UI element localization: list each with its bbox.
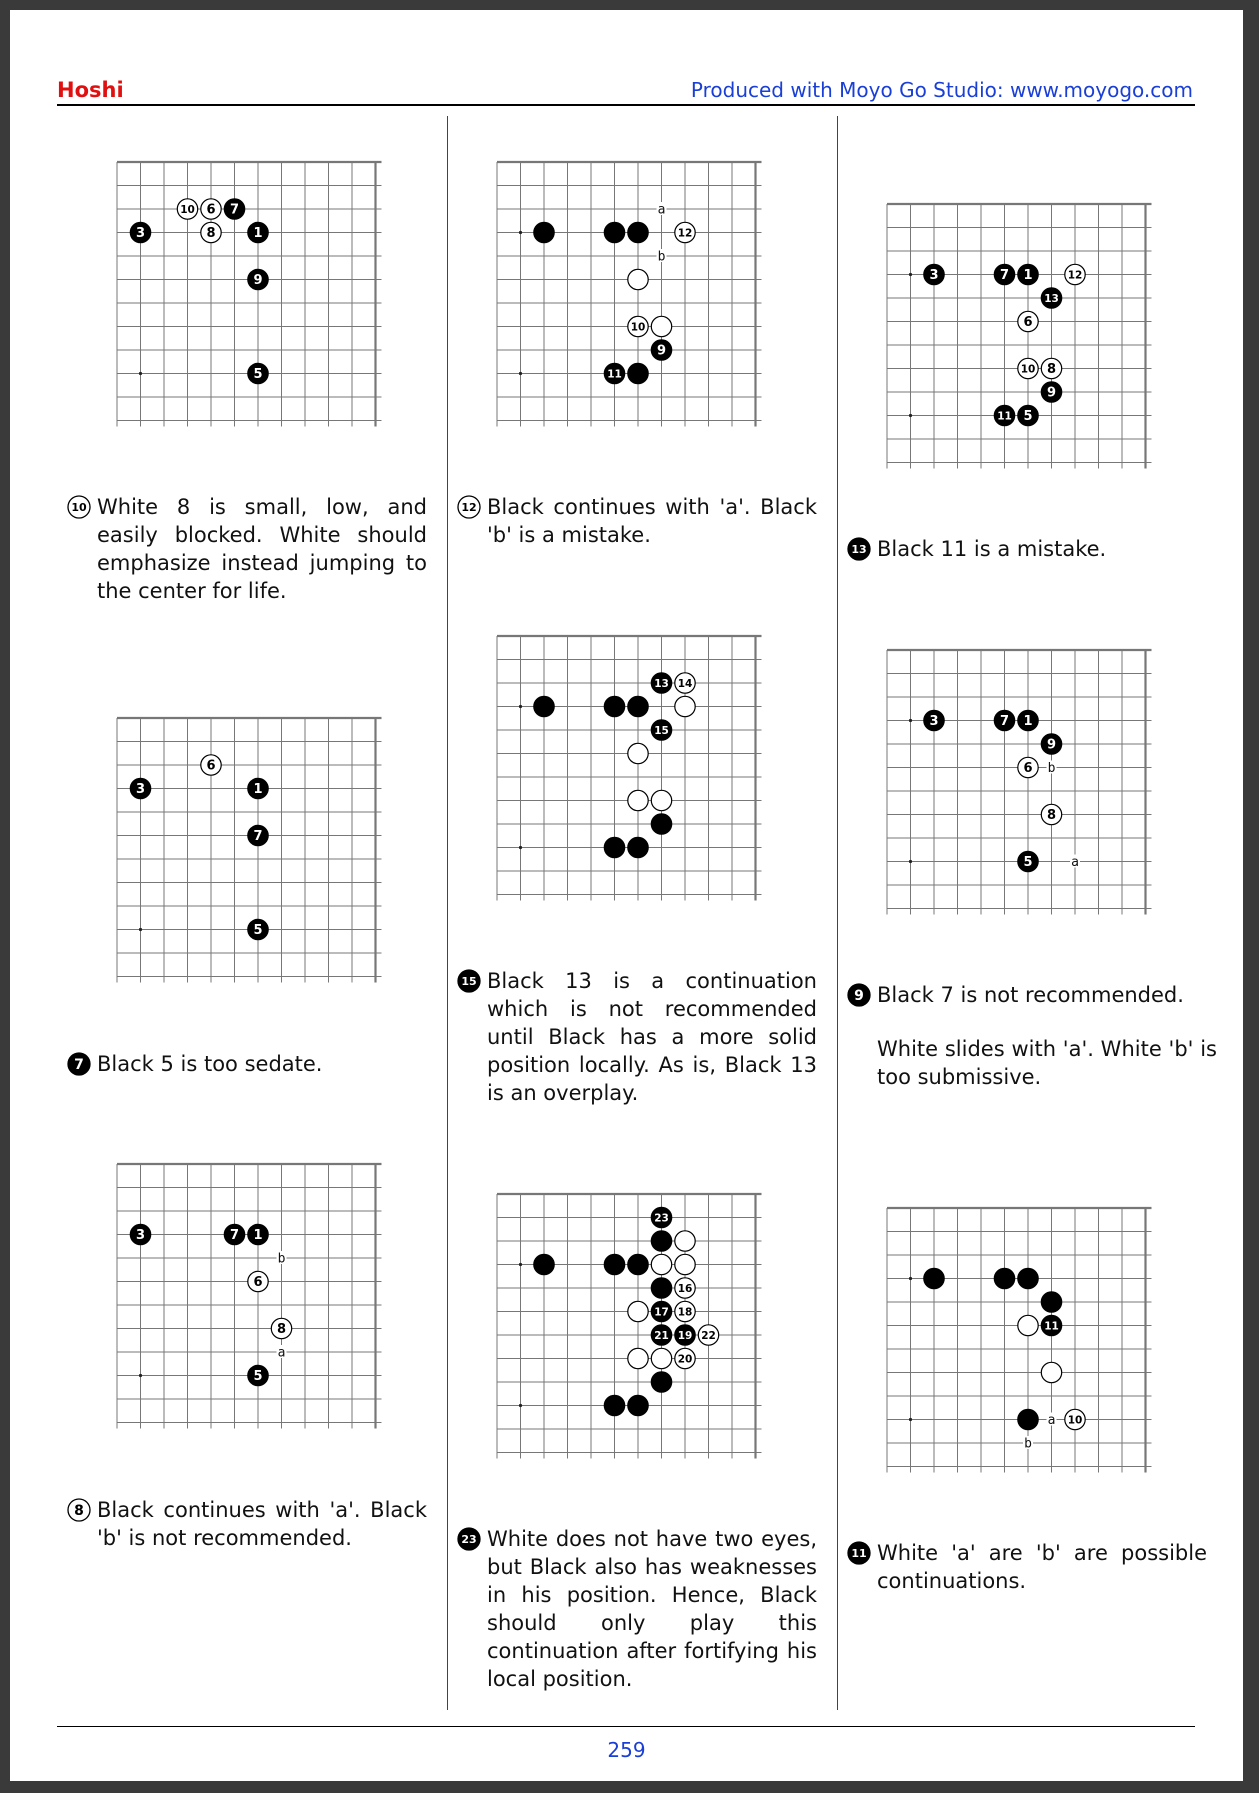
- point-mark-a: a: [277, 1345, 286, 1361]
- black-stone: [651, 720, 671, 740]
- svg-text:20: 20: [677, 1353, 693, 1366]
- black-stone: [651, 1301, 671, 1321]
- point-mark-a: a: [657, 202, 666, 218]
- point-mark-a: a: [1071, 855, 1079, 870]
- black-stone: [1041, 288, 1061, 308]
- caption-paragraph: Black continues with 'a'. Black 'b' is not recommended.: [97, 1498, 427, 1550]
- svg-text:6: 6: [1023, 761, 1033, 777]
- svg-text:9: 9: [1046, 737, 1057, 753]
- footer-rule: [57, 1726, 1195, 1727]
- svg-text:19: 19: [677, 1329, 693, 1342]
- caption-paragraph: White 8 is small, low, and easily blocked. White should emphasize instead jumping to the center for life.: [97, 495, 427, 603]
- point-mark-b: b: [657, 249, 666, 265]
- svg-text:6: 6: [206, 758, 216, 774]
- header-credit[interactable]: Produced with Moyo Go Studio: www.moyogo.com: [690, 78, 1193, 102]
- black-stone: [651, 1207, 671, 1227]
- black-stone: [651, 340, 671, 360]
- header-rule: [57, 104, 1195, 106]
- go-diagram-2: [117, 718, 384, 985]
- svg-text:10: 10: [630, 321, 646, 334]
- move-badge-icon: [457, 495, 481, 519]
- svg-text:9: 9: [854, 988, 864, 1005]
- black-stone: [604, 1254, 624, 1274]
- svg-text:5: 5: [253, 367, 263, 383]
- svg-text:5: 5: [253, 1369, 263, 1385]
- svg-text:1: 1: [253, 1228, 263, 1244]
- svg-text:15: 15: [654, 724, 669, 737]
- point-mark-b: b: [277, 1251, 286, 1267]
- svg-text:3: 3: [135, 226, 146, 242]
- svg-text:14: 14: [677, 677, 693, 690]
- black-stone: [994, 710, 1014, 730]
- black-stone: [1041, 382, 1061, 402]
- svg-text:8: 8: [276, 1322, 287, 1338]
- black-stone: [248, 919, 268, 939]
- svg-text:10: 10: [1067, 1414, 1083, 1427]
- white-stone: [248, 1271, 268, 1291]
- white-stone: [177, 199, 197, 219]
- black-stone: [1041, 734, 1061, 754]
- caption-paragraph: White does not have two eyes, but Black also has weaknesses in his position. Hence, Black should only play this continuation after fortifying his local position.: [487, 1527, 817, 1691]
- svg-text:9: 9: [1046, 385, 1057, 401]
- white-stone: [1065, 1409, 1085, 1429]
- black-stone: [604, 222, 624, 242]
- white-stone: [651, 1254, 671, 1274]
- black-stone: [628, 1395, 648, 1415]
- black-stone: [130, 1224, 150, 1244]
- black-stone: [224, 1224, 244, 1244]
- svg-text:16: 16: [677, 1282, 693, 1295]
- svg-text:23: 23: [461, 1532, 477, 1546]
- black-stone: [994, 264, 1014, 284]
- column-divider-1: [447, 116, 448, 1710]
- white-stone: [201, 222, 221, 242]
- svg-text:5: 5: [253, 923, 263, 939]
- svg-text:1: 1: [253, 226, 263, 242]
- caption-9: [847, 1539, 1207, 1595]
- black-stone: [1041, 1292, 1061, 1312]
- white-stone: [628, 790, 648, 810]
- svg-text:3: 3: [135, 1228, 146, 1244]
- black-stone: [924, 264, 944, 284]
- caption-paragraph: Black 11 is a mistake.: [877, 537, 1107, 561]
- svg-text:8: 8: [206, 226, 216, 242]
- go-diagram-3: [117, 1164, 384, 1431]
- svg-text:11: 11: [607, 368, 622, 381]
- black-stone: [651, 673, 671, 693]
- white-stone: [201, 755, 221, 775]
- svg-text:1: 1: [1023, 268, 1033, 284]
- svg-text:3: 3: [135, 782, 146, 798]
- svg-text:13: 13: [654, 677, 669, 690]
- go-diagram-8: [887, 650, 1154, 917]
- svg-text:7: 7: [229, 1228, 240, 1244]
- move-badge-icon: [847, 1541, 871, 1565]
- white-stone: [628, 743, 648, 763]
- caption-7: [847, 535, 1207, 563]
- svg-text:1: 1: [253, 782, 263, 798]
- svg-text:13: 13: [1044, 292, 1059, 305]
- svg-text:13: 13: [851, 542, 867, 556]
- white-stone: [1041, 358, 1061, 378]
- go-diagram-6: [497, 1194, 764, 1461]
- move-badge-icon: [457, 1527, 481, 1551]
- white-stone: [675, 1301, 695, 1321]
- caption-paragraph: Black 5 is too sedate.: [97, 1052, 323, 1076]
- caption-paragraph: White slides with 'a'. White 'b' is too submissive.: [877, 1037, 1217, 1089]
- caption-3: [67, 1496, 427, 1552]
- black-stone: [651, 1231, 671, 1251]
- black-stone: [1018, 851, 1038, 871]
- white-stone: [271, 1318, 291, 1338]
- column-divider-2: [837, 116, 838, 1710]
- caption-6: [457, 1525, 817, 1693]
- white-stone: [628, 1348, 648, 1368]
- black-stone: [651, 1278, 671, 1298]
- svg-text:6: 6: [206, 202, 216, 218]
- caption-paragraph: Black continues with 'a'. Black 'b' is a mistake.: [487, 495, 817, 547]
- white-stone: [628, 269, 648, 289]
- svg-text:1: 1: [1023, 714, 1033, 730]
- white-stone: [628, 316, 648, 336]
- white-stone: [651, 790, 671, 810]
- black-stone: [924, 710, 944, 730]
- black-stone: [1018, 1268, 1038, 1288]
- move-badge-icon: [67, 495, 91, 519]
- black-stone: [628, 837, 648, 857]
- move-badge-icon: [847, 537, 871, 561]
- black-stone: [248, 269, 268, 289]
- black-stone: [1041, 1315, 1061, 1335]
- svg-text:8: 8: [1046, 808, 1057, 824]
- svg-text:7: 7: [229, 202, 240, 218]
- black-stone: [628, 222, 648, 242]
- black-stone: [994, 405, 1014, 425]
- svg-text:21: 21: [654, 1329, 669, 1342]
- move-badge-icon: [847, 983, 871, 1007]
- header-title: Hoshi: [57, 78, 124, 102]
- caption-5: [457, 967, 817, 1107]
- svg-text:10: 10: [1020, 363, 1036, 376]
- black-stone: [1018, 264, 1038, 284]
- svg-text:10: 10: [71, 500, 87, 514]
- svg-text:7: 7: [253, 829, 263, 845]
- svg-text:12: 12: [677, 227, 693, 240]
- svg-text:23: 23: [654, 1212, 669, 1225]
- svg-text:11: 11: [1044, 1320, 1059, 1333]
- white-stone: [675, 222, 695, 242]
- black-stone: [248, 1365, 268, 1385]
- black-stone: [994, 1268, 1014, 1288]
- svg-text:5: 5: [1023, 409, 1033, 425]
- caption-8: [847, 981, 1217, 1091]
- white-stone: [1018, 757, 1038, 777]
- svg-text:3: 3: [929, 714, 939, 730]
- svg-text:18: 18: [677, 1306, 693, 1319]
- svg-text:7: 7: [74, 1057, 84, 1074]
- point-mark-a: a: [1047, 1413, 1056, 1428]
- black-stone: [1018, 710, 1038, 730]
- black-stone: [675, 1325, 695, 1345]
- page-number: 259: [607, 1738, 646, 1762]
- svg-text:22: 22: [701, 1329, 716, 1342]
- svg-text:8: 8: [1046, 362, 1057, 378]
- caption-paragraph: White 'a' are 'b' are possible continuations.: [877, 1541, 1207, 1593]
- point-mark-b: b: [1047, 761, 1056, 776]
- go-diagram-1: [117, 162, 384, 429]
- white-stone: [201, 199, 221, 219]
- white-stone: [698, 1325, 718, 1345]
- white-stone: [675, 1231, 695, 1251]
- black-stone: [534, 1254, 554, 1274]
- white-stone: [675, 1254, 695, 1274]
- black-stone: [224, 199, 244, 219]
- svg-text:5: 5: [1023, 855, 1033, 871]
- svg-text:6: 6: [253, 1275, 263, 1291]
- white-stone: [675, 1348, 695, 1368]
- black-stone: [604, 1395, 624, 1415]
- black-stone: [604, 696, 624, 716]
- black-stone: [130, 222, 150, 242]
- white-stone: [651, 316, 671, 336]
- black-stone: [604, 363, 624, 383]
- black-stone: [534, 222, 554, 242]
- black-stone: [130, 778, 150, 798]
- black-stone: [248, 778, 268, 798]
- svg-text:10: 10: [180, 203, 195, 216]
- svg-text:12: 12: [1067, 269, 1083, 282]
- black-stone: [651, 1325, 671, 1345]
- black-stone: [628, 696, 648, 716]
- caption-paragraph: Black 13 is a continuation which is not recommended until Black has a more solid position locally. As is, Black 13 is an overplay.: [487, 969, 817, 1105]
- caption-4: [457, 493, 817, 549]
- caption-paragraph: Black 7 is not recommended.: [877, 983, 1184, 1007]
- black-stone: [248, 222, 268, 242]
- move-badge-icon: [67, 1052, 91, 1076]
- white-stone: [1041, 1362, 1061, 1382]
- go-diagram-5: [497, 636, 764, 903]
- white-stone: [1041, 804, 1061, 824]
- document-page: [10, 10, 1243, 1781]
- black-stone: [628, 363, 648, 383]
- white-stone: [1018, 311, 1038, 331]
- black-stone: [1018, 1409, 1038, 1429]
- go-diagram-9: [887, 1208, 1154, 1475]
- move-badge-icon: [67, 1498, 91, 1522]
- black-stone: [651, 1372, 671, 1392]
- white-stone: [628, 1301, 648, 1321]
- svg-text:7: 7: [999, 714, 1010, 730]
- white-stone: [1018, 358, 1038, 378]
- caption-1: [67, 493, 427, 605]
- black-stone: [248, 1224, 268, 1244]
- svg-text:12: 12: [461, 500, 477, 514]
- black-stone: [628, 1254, 648, 1274]
- white-stone: [651, 1348, 671, 1368]
- svg-text:11: 11: [997, 410, 1012, 423]
- black-stone: [534, 696, 554, 716]
- svg-text:9: 9: [253, 273, 263, 289]
- svg-text:9: 9: [656, 343, 667, 359]
- white-stone: [675, 673, 695, 693]
- svg-text:3: 3: [929, 268, 939, 284]
- caption-2: [67, 1050, 427, 1078]
- go-diagram-7: [887, 204, 1154, 471]
- svg-text:17: 17: [654, 1306, 669, 1319]
- white-stone: [675, 1278, 695, 1298]
- svg-text:11: 11: [851, 1546, 867, 1560]
- svg-text:15: 15: [461, 974, 477, 988]
- black-stone: [651, 814, 671, 834]
- black-stone: [248, 363, 268, 383]
- white-stone: [1018, 1315, 1038, 1335]
- move-badge-icon: [457, 969, 481, 993]
- white-stone: [675, 696, 695, 716]
- black-stone: [924, 1268, 944, 1288]
- black-stone: [248, 825, 268, 845]
- svg-text:7: 7: [999, 268, 1010, 284]
- black-stone: [604, 837, 624, 857]
- point-mark-b: b: [1024, 1436, 1032, 1452]
- white-stone: [1065, 264, 1085, 284]
- svg-text:6: 6: [1023, 315, 1033, 331]
- go-diagram-4: [497, 162, 764, 429]
- black-stone: [1018, 405, 1038, 425]
- svg-text:8: 8: [74, 1503, 84, 1520]
